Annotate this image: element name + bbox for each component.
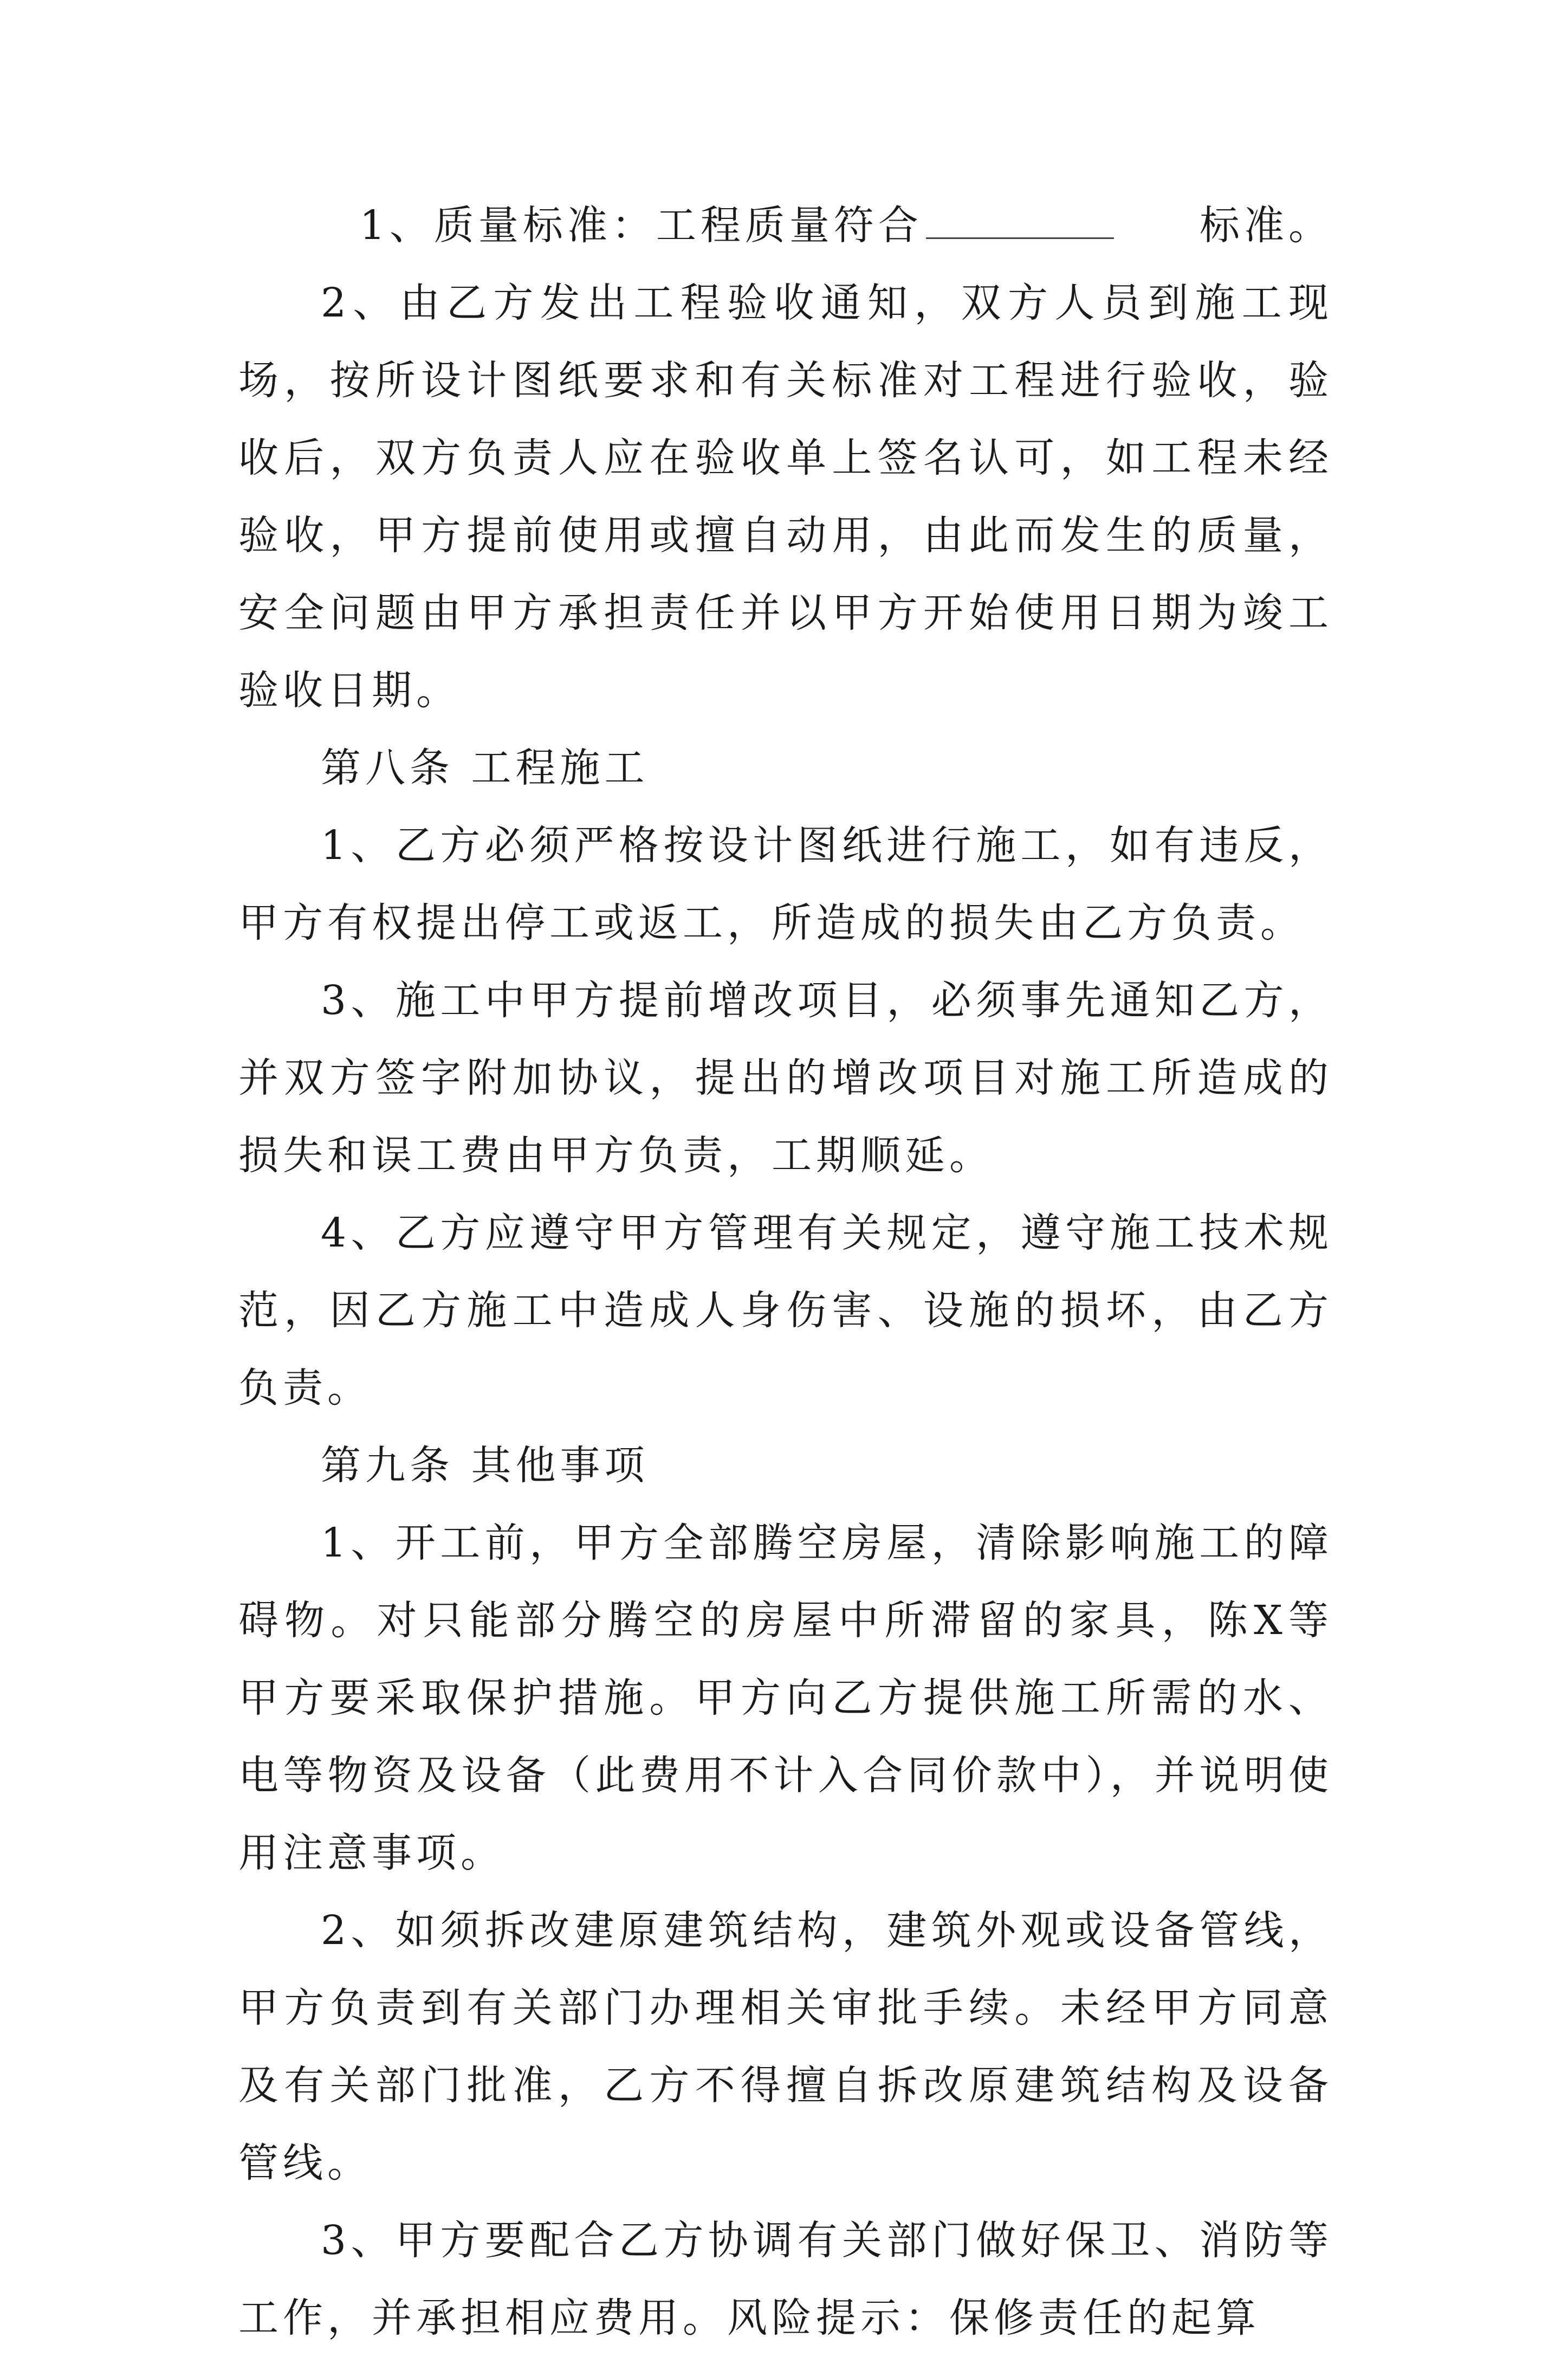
article-8-heading: 第八条 工程施工: [321, 745, 649, 791]
quality-standard-prefix: 1、质量标准：工程质量符合: [359, 202, 923, 249]
paragraph-construction-4: 4、乙方应遵守甲方管理有关规定，遵守施工技术规范，因乙方施工中造成人身伤害、设施的损坏，由乙方负责。: [238, 1210, 1333, 1411]
quality-standard-line: [238, 187, 1333, 264]
paragraph-other-3: 3、甲方要配合乙方协调有关部门做好保卫、消防等工作，并承担相应费用。风险提示：保修责任的起算: [238, 2217, 1333, 2341]
paragraph-other-2: 2、如须拆改建原建筑结构，建筑外观或设备管线，甲方负责到有关部门办理相关审批手续。未经甲方同意及有关部门批准，乙方不得擅自拆改原建筑结构及设备管线。: [238, 1907, 1333, 2186]
article-9-heading: 第九条 其他事项: [321, 1442, 649, 1489]
paragraph-construction-3: 3、施工中甲方提前增改项目，必须事先通知乙方，并双方签字附加协议，提出的增改项目对施工所造成的损失和误工费由甲方负责，工期顺延。: [238, 977, 1333, 1179]
fill-in-blank: [926, 204, 1114, 239]
paragraph-acceptance: 2、由乙方发出工程验收通知，双方人员到施工现场，按所设计图纸要求和有关标准对工程进行验收，验收后，双方负责人应在验收单上签名认可，如工程未经验收，甲方提前使用或擅自动用，由此而发生的质量，安全问题由甲方承担责任并以甲方开始使用日期为竣工验收日期。: [238, 280, 1333, 714]
document-page: [238, 187, 1333, 2357]
paragraph-construction-1: 1、乙方必须严格按设计图纸进行施工，如有违反，甲方有权提出停工或返工，所造成的损失由乙方负责。: [238, 822, 1333, 946]
quality-standard-suffix: 标准。: [1200, 202, 1333, 249]
paragraph-other-1: 1、开工前，甲方全部腾空房屋，清除影响施工的障碍物。对只能部分腾空的房屋中所滞留的家具，陈X等甲方要采取保护措施。甲方向乙方提供施工所需的水、电等物资及设备（此费用不计入合同价款中），并说明使用注意事项。: [238, 1520, 1333, 1876]
